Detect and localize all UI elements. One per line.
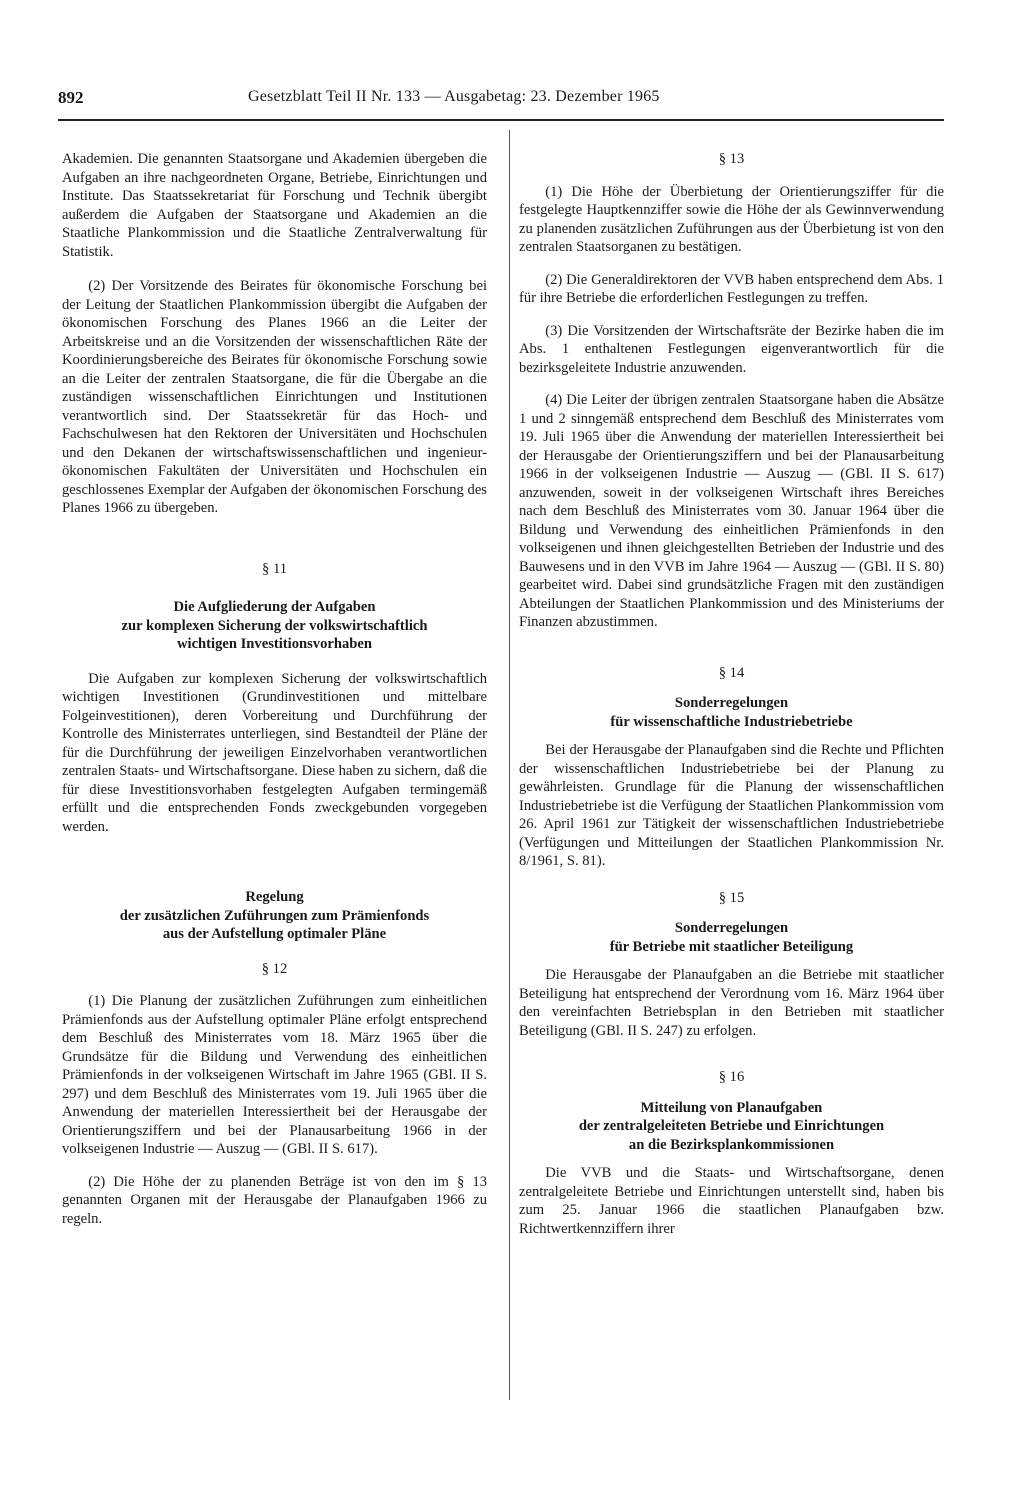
heading-line: der zentralgeleiteten Betriebe und Einrichtungen [578, 1118, 885, 1134]
heading-line: Mitteilung von Planaufgaben [640, 1099, 823, 1116]
header-rule [58, 119, 944, 121]
section-number: § 14 [718, 664, 745, 681]
paragraph: Die Aufgaben zur komplexen Sicherung der volkswirtschaftlich wichtigen Investitionen (Grundinvestitionen und mittelbare Folgeinvestitionen), deren Vorbereitung und Durchführung der Kontrolle des Ministerrates unterliegen, sind Bestandteil der Pläne der für die Durchführung der jeweiligen Einzelvorhaben verantwortlichen zentralen Staats- und Wirtschaftsorgane. Diese haben zu sichern, daß die für diese Investitionsvorhaben festgelegten Aufgaben termingemäß erfüllt und die entsprechenden Fonds zweckgebunden vorgegeben werden. [62, 670, 487, 835]
heading-line: für wissenschaftliche Industriebetriebe [610, 713, 853, 730]
paragraph: Bei der Herausgabe der Planaufgaben sind die Rechte und Pflichten der wissenschaftlichen Industriebetriebe bei der Planung zu gewährleisten. Grundlage für die Planung der wissenschaftlichen Industriebetriebe ist die Verfügung der Staatlichen Plankommission vom 26. April 1961 zur Tätigkeit der wissenschaftlichen Industriebetriebe (Verfügungen und Mitteilungen der Staatlichen Plankommission Nr. 8/1961, S. 81). [519, 742, 944, 869]
section-heading [62, 888, 487, 944]
section-heading [519, 694, 944, 731]
paragraph: (1) Die Planung der zusätzlichen Zuführungen zum einheitlichen Prämienfonds aus der Aufstellung optimaler Pläne erfolgt entsprechend dem Beschluß des Ministerrates vom 18. März 1965 über die Grundsätze für die Bildung und Verwendung des einheitlichen Prämienfonds in der volkseigenen Wirtschaft im Jahre 1965 (GBl. II S. 297) und dem Beschluß des Ministerrates vom 19. Juli 1965 über die Anwendung der materiellen Interessiertheit bei der Herausgabe der Orientierungsziffern und bei der Planausarbeitung 1966 in der volkseigenen Industrie — Auszug — (GBl. II S. 617). [62, 993, 487, 1157]
heading-line: Sonderregelungen [674, 920, 789, 936]
section-number: § 11 [262, 560, 287, 577]
paragraph: (2) Die Höhe der zu planenden Beträge ist von den im § 13 genannten Organen mit der Herausgabe der Planaufgaben 1966 zu regeln. [62, 1173, 487, 1227]
section-number: § 16 [718, 1069, 745, 1085]
page-header [58, 88, 944, 112]
heading-line: Regelung [245, 889, 304, 905]
paragraph: Akademien. Die genannten Staatsorgane und Akademien übergeben die Aufgaben an ihre nachgeordneten Organe, Betriebe, Einrichtungen und Institute. Das Staatssekretariat für Forschung und Technik übergibt außerdem die Aufgaben der Staatsorgane und Akademien an die Staatliche Plankommission und die Staatliche Zentralverwaltung für Statistik. [62, 151, 487, 260]
right-column [519, 150, 944, 1238]
paragraph: Die Herausgabe der Planaufgaben an die Betriebe mit staatlicher Beteiligung hat entsprechend der Verordnung vom 16. März 1964 über den vereinfachten Betriebsplan in den Betrieben mit staatlicher Beteiligung (GBl. II S. 247) zu erfolgen. [519, 967, 944, 1039]
heading-line: der zusätzlichen Zuführungen zum Prämienfonds [119, 907, 430, 924]
section-heading [519, 1099, 944, 1155]
heading-line: an die Bezirksplankommissionen [628, 1136, 835, 1153]
column-divider [509, 130, 510, 1400]
section-number: § 12 [261, 960, 288, 977]
paragraph: (4) Die Leiter der übrigen zentralen Staatsorgane haben die Absätze 1 und 2 sinngemäß entsprechend dem Beschluß des Ministerrates vom 19. Juli 1965 über die Anwendung der materiellen Interessiertheit bei der Herausgabe der Orientierungsziffern und bei der Planausarbeitung 1966 in der volkseigenen Industrie — Auszug — (GBl. II S. 617) anzuwenden, soweit in der volkseigenen Wirtschaft ihres Bereiches nach dem Beschluß des Ministerrates vom 30. Januar 1964 über die Bildung und Verwendung des einheitlichen Prämienfonds in den volkseigenen und ihnen gleichgestellten Betrieben der Industrie und des Bauwesens und in den VVB im Jahre 1964 — Auszug — (GBl. II S. 80) gearbeitet wird. Dabei sind grundsätzliche Fragen mit den zuständigen Abteilungen der Staatlichen Plankommission und des Ministeriums der Finanzen abzustimmen. [519, 392, 944, 630]
page-number: 892 [58, 88, 84, 107]
heading-line: Sonderregelungen [674, 695, 789, 711]
paragraph: (2) Die Generaldirektoren der VVB haben entsprechend dem Abs. 1 für ihre Betriebe die erforderlichen Festlegungen zu treffen. [519, 271, 944, 306]
heading-line: wichtigen Investitionsvorhaben [176, 636, 372, 652]
left-column [62, 150, 487, 1228]
paragraph: Die VVB und die Staats- und Wirtschaftsorgane, denen zentralgeleitete Betriebe und Einrichtungen unterstellt sind, haben bis zum 25. Januar 1966 die staatlichen Planaufgaben bzw. Richtwertkennziffern ihrer [519, 1165, 944, 1237]
heading-line: aus der Aufstellung optimaler Pläne [162, 926, 387, 942]
paragraph: (3) Die Vorsitzenden der Wirtschaftsräte der Bezirke haben die im Abs. 1 enthaltenen Festlegungen eigenverantwortlich für die bezirksgeleitete Industrie anzuwenden. [519, 322, 944, 376]
paragraph: (1) Die Höhe der Überbietung der Orientierungsziffer für die festgelegte Hauptkennziffer sowie die Höhe der als Gewinnverwendung zu planenden zusätzlichen Zuführungen aus der Überbietung ist von den zentralen Staatsorganen zu bestätigen. [519, 183, 944, 255]
section-number: § 15 [718, 889, 745, 906]
paragraph: (2) Der Vorsitzende des Beirates für ökonomische Forschung bei der Leitung der Staatlichen Plankommission übergibt die Aufgaben der ökonomischen Forschung des Planes 1966 an die Leiter der Arbeitskreise und an die Vorsitzenden der wissenschaftlichen Räte der Koordinierungsbereiche des Beirates für ökonomische Forschung sowie an die Leiter der zentralen Staatsorgane, die für die Übergabe an die zuständigen wissenschaftlichen Einrichtungen und Institutionen verantwortlich sind. Der Staatssekretär für das Hoch- und Fachschulwesen hat den Rektoren der Universitäten und Hochschulen und den Dekanen der wirtschaftswissenschaftlichen und ingenieur-ökonomischen Fakultäten der Universitäten und Hochschulen ein geschlossenes Exemplar der Aufgaben der ökonomischen Forschung des Planes 1966 zu übergeben. [62, 278, 487, 516]
section-number: § 13 [718, 151, 745, 167]
heading-line: für Betriebe mit staatlicher Beteiligung [609, 938, 854, 955]
heading-line: zur komplexen Sicherung der volkswirtschaftlich [121, 617, 428, 634]
section-heading [519, 919, 944, 956]
section-heading [62, 598, 487, 654]
heading-line: Die Aufgliederung der Aufgaben [173, 599, 376, 615]
running-head: Gesetzblatt Teil II Nr. 133 — Ausgabetag: 23. Dezember 1965 [248, 88, 660, 105]
